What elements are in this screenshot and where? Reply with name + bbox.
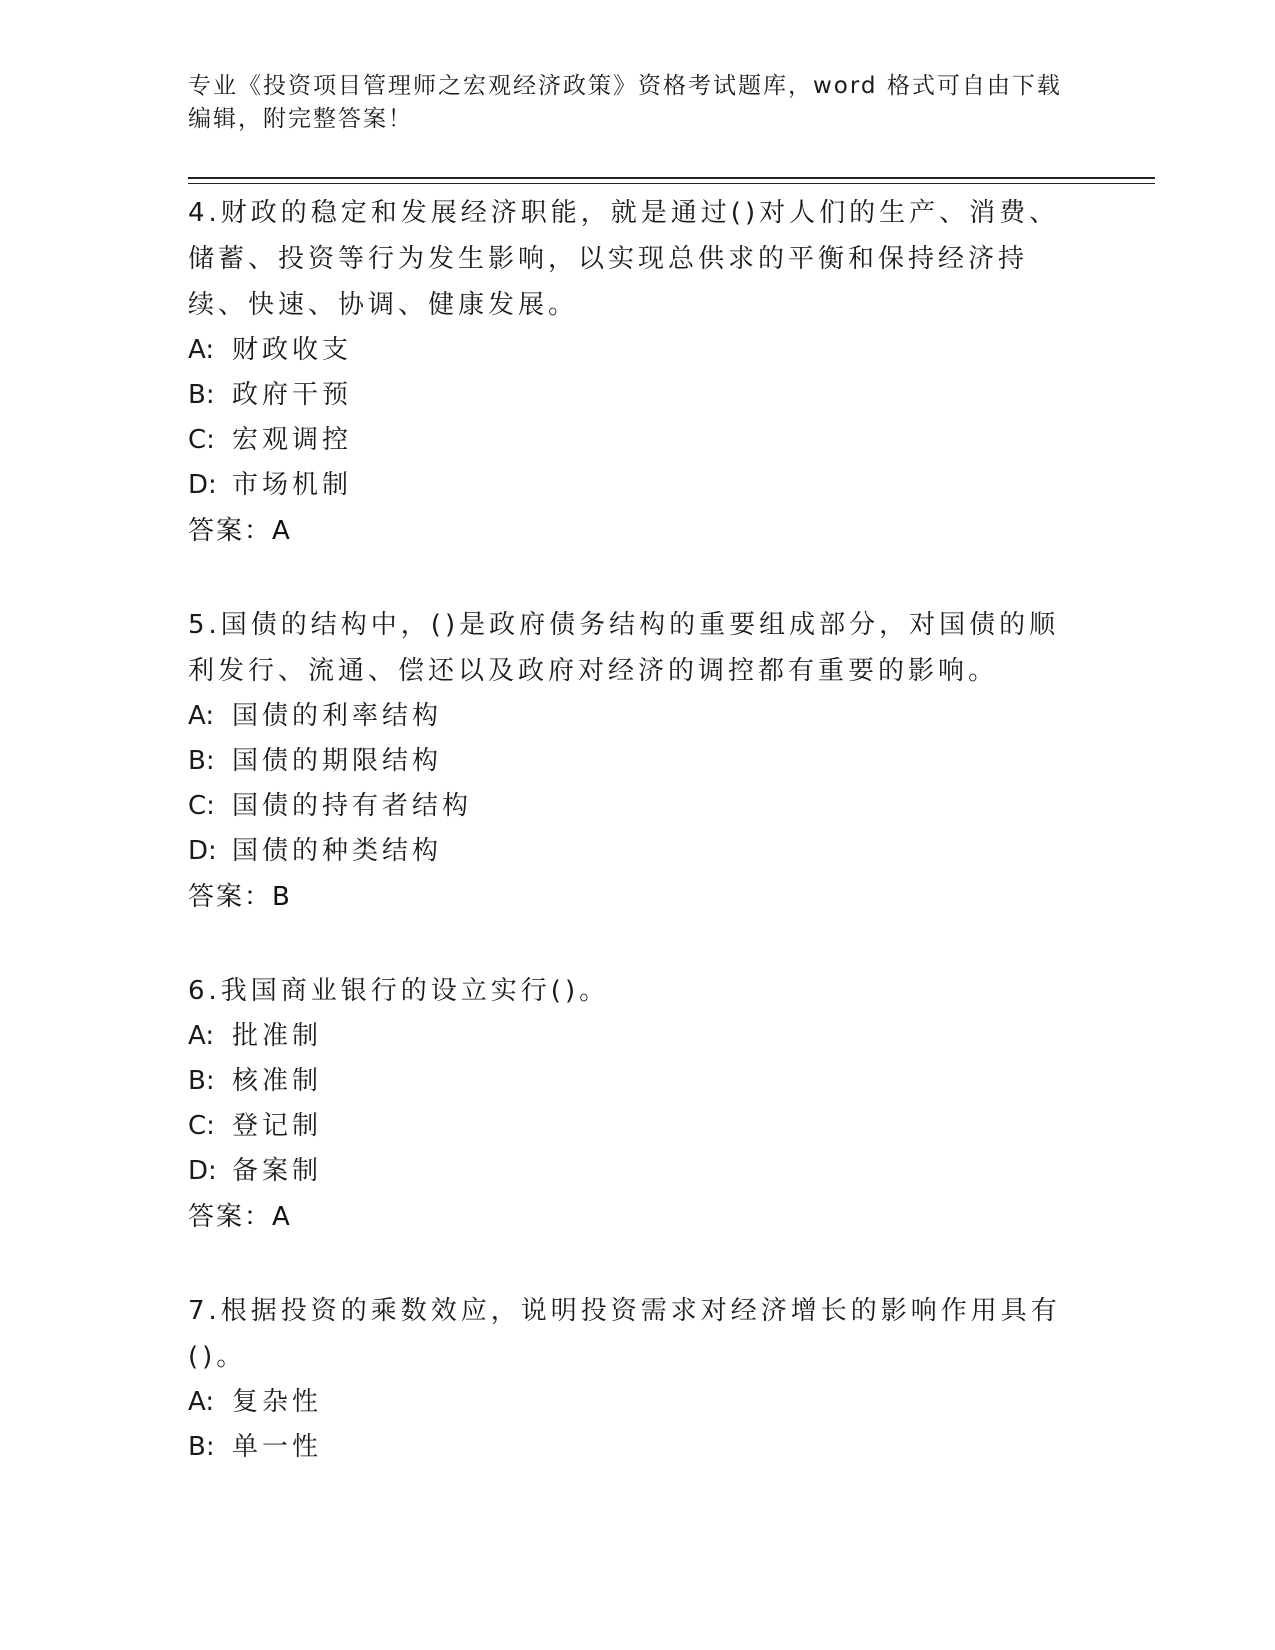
option-text: 市场机制 xyxy=(232,470,353,500)
answer-line: 答案：A xyxy=(188,516,292,546)
option-key: C: xyxy=(188,791,215,821)
option-key: D: xyxy=(188,470,217,500)
option-key: A: xyxy=(188,1021,215,1051)
question-4 xyxy=(188,190,1068,554)
option-a xyxy=(188,1380,1068,1425)
question-stem: 6.我国商业银行的设立实行()。 xyxy=(188,976,610,1006)
option-text: 核准制 xyxy=(232,1066,323,1096)
option-key: B: xyxy=(188,380,215,410)
option-text: 批准制 xyxy=(232,1021,323,1051)
option-b xyxy=(188,1425,1068,1470)
option-key: B: xyxy=(188,1066,215,1096)
answer-line: 答案：A xyxy=(188,1202,292,1232)
option-b xyxy=(188,739,1068,784)
option-text: 国债的持有者结构 xyxy=(232,791,473,821)
option-a xyxy=(188,1014,1068,1059)
option-text: 国债的期限结构 xyxy=(232,746,443,776)
option-c xyxy=(188,418,1068,463)
option-text: 国债的种类结构 xyxy=(232,836,443,866)
option-key: B: xyxy=(188,746,215,776)
option-key: C: xyxy=(188,1111,215,1141)
option-text: 复杂性 xyxy=(232,1387,323,1417)
question-stem: 7.根据投资的乘数效应，说明投资需求对经济增长的影响作用具有()。 xyxy=(188,1296,1061,1372)
option-text: 备案制 xyxy=(232,1156,323,1186)
answer-line: 答案：B xyxy=(188,882,292,912)
option-key: D: xyxy=(188,1156,217,1186)
option-d xyxy=(188,1149,1068,1194)
option-key: B: xyxy=(188,1432,215,1462)
question-list xyxy=(188,190,1068,1518)
question-5 xyxy=(188,602,1068,920)
option-key: A: xyxy=(188,1387,215,1417)
option-text: 政府干预 xyxy=(232,380,353,410)
option-c xyxy=(188,1104,1068,1149)
option-b xyxy=(188,1059,1068,1104)
option-text: 单一性 xyxy=(232,1432,323,1462)
option-d xyxy=(188,829,1068,874)
option-text: 财政收支 xyxy=(232,335,353,365)
question-stem: 4.财政的稳定和发展经济职能，就是通过()对人们的生产、消费、储蓄、投资等行为发生影响，以实现总供求的平衡和保持经济持续、快速、协调、健康发展。 xyxy=(188,198,1060,320)
option-c xyxy=(188,784,1068,829)
option-text: 登记制 xyxy=(232,1111,323,1141)
header-rule-thin xyxy=(188,183,1155,184)
option-d xyxy=(188,463,1068,508)
option-key: A: xyxy=(188,701,215,731)
option-b xyxy=(188,373,1068,418)
option-a xyxy=(188,328,1068,373)
option-a xyxy=(188,694,1068,739)
header-rule-thick xyxy=(188,177,1155,179)
option-key: A: xyxy=(188,335,215,365)
question-7 xyxy=(188,1288,1068,1470)
question-stem: 5.国债的结构中，()是政府债务结构的重要组成部分，对国债的顺利发行、流通、偿还以及政府对经济的调控都有重要的影响。 xyxy=(188,610,1060,686)
document-intro: 专业《投资项目管理师之宏观经济政策》资格考试题库，word 格式可自由下载编辑，附完整答案！ xyxy=(188,73,1062,132)
option-text: 宏观调控 xyxy=(232,425,353,455)
option-text: 国债的利率结构 xyxy=(232,701,443,731)
option-key: D: xyxy=(188,836,217,866)
question-6 xyxy=(188,968,1068,1240)
option-key: C: xyxy=(188,425,215,455)
